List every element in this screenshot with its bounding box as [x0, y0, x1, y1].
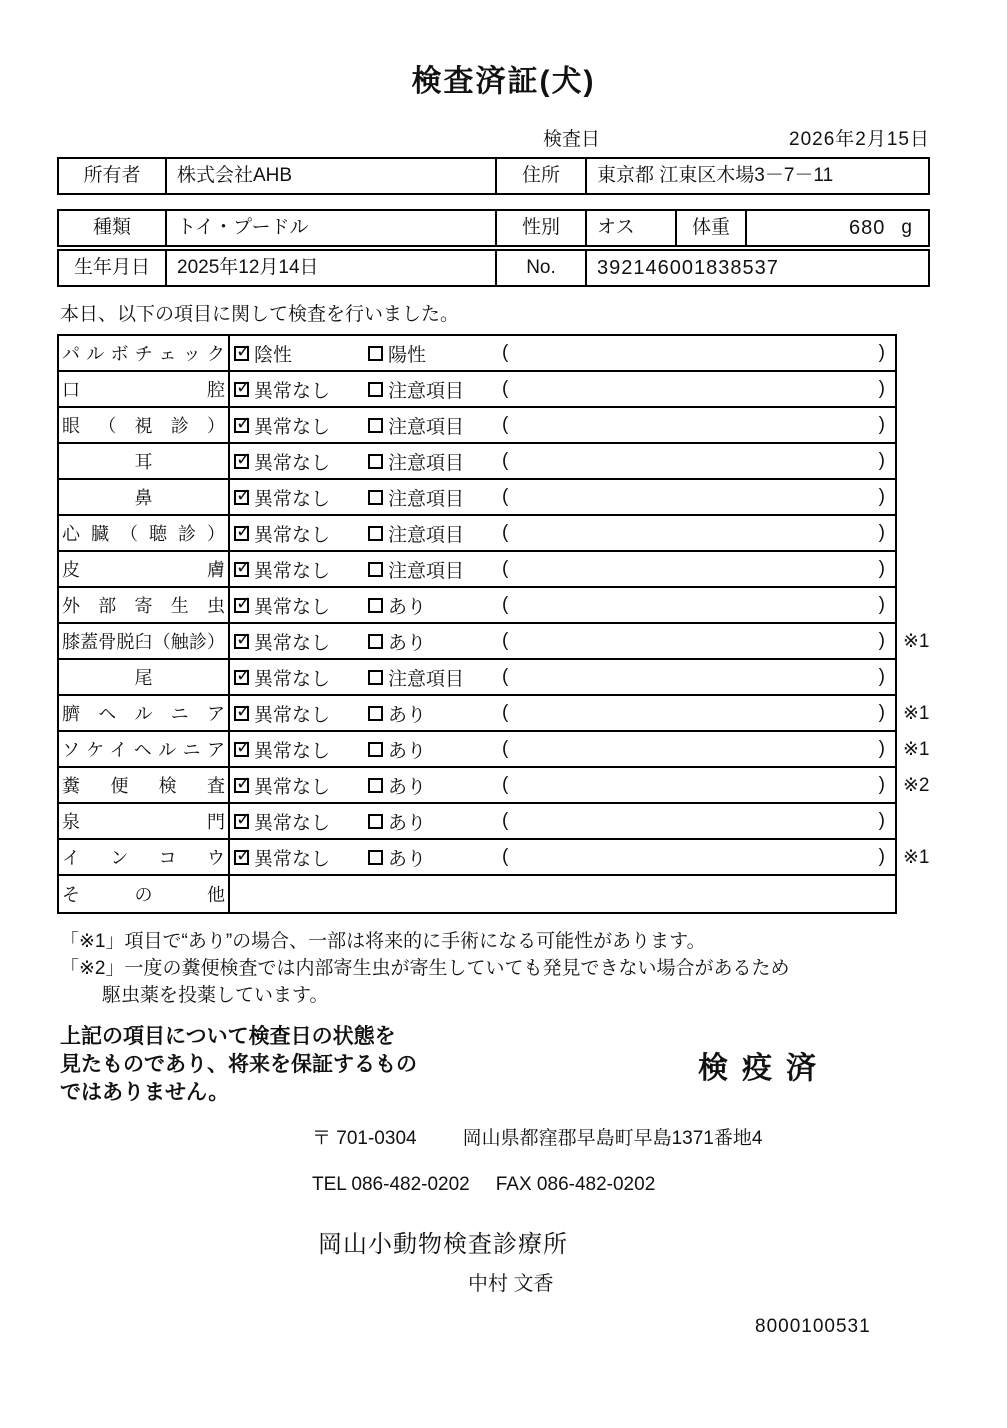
checked-checkbox-icon [234, 490, 249, 505]
result-option-unchecked [368, 376, 498, 403]
unchecked-checkbox-icon [368, 490, 383, 505]
owner-row [57, 157, 930, 195]
inspection-row [59, 876, 895, 912]
checked-option-label: 異常なし [254, 416, 331, 438]
remarks-paren-open: ( [502, 666, 509, 687]
weight-label: 体重 [677, 211, 747, 245]
remarks-paren-open: ( [502, 342, 509, 363]
checked-option-label: 異常なし [254, 380, 331, 402]
item-name: 皮膚 [62, 560, 225, 580]
item-name-cell [59, 444, 230, 478]
result-option-checked [234, 700, 364, 727]
inspection-row [59, 480, 895, 516]
checked-option-label: 異常なし [254, 848, 331, 870]
page-title: 検査済証(犬) [411, 65, 596, 98]
result-option-unchecked [368, 628, 498, 655]
inspection-row [59, 552, 895, 588]
inspection-row [59, 804, 895, 840]
remarks-paren-close: ) [878, 810, 885, 831]
unchecked-checkbox-icon [368, 742, 383, 757]
item-name: 鼻 [134, 488, 153, 508]
result-option-unchecked [368, 664, 498, 691]
inspection-row [59, 444, 895, 480]
inspection-row [59, 516, 895, 552]
checked-option-label: 異常なし [254, 452, 331, 474]
result-option-checked [234, 664, 364, 691]
remarks-paren-close: ) [878, 702, 885, 723]
unchecked-option-label: あり [388, 848, 427, 870]
inspection-row [59, 408, 895, 444]
checked-option-label: 異常なし [254, 524, 331, 546]
checked-checkbox-icon [234, 346, 249, 361]
result-option-checked [234, 736, 364, 763]
inspection-date-label: 検査日 [543, 129, 601, 150]
result-option-unchecked [368, 844, 498, 871]
unchecked-checkbox-icon [368, 814, 383, 829]
unchecked-option-label: あり [388, 704, 427, 726]
note-mark: ※1 [903, 703, 930, 724]
owner-label: 所有者 [59, 159, 167, 193]
item-name: 心臓（聴診） [62, 524, 225, 544]
checked-checkbox-icon [234, 382, 249, 397]
unchecked-option-label: 注意項目 [388, 380, 465, 402]
unchecked-checkbox-icon [368, 598, 383, 613]
remarks-paren-open: ( [502, 810, 509, 831]
item-name: 泉門 [62, 812, 225, 832]
unchecked-checkbox-icon [368, 562, 383, 577]
item-name-cell [59, 516, 230, 550]
remarks-paren-close: ) [878, 342, 885, 363]
remarks-paren-close: ) [878, 738, 885, 759]
unchecked-option-label: 注意項目 [388, 452, 465, 474]
item-name: 膝蓋骨脱臼（触診） [62, 632, 225, 652]
footnote-2: 「※2」一度の糞便検査では内部寄生虫が寄生していても発見できない場合があるため [60, 958, 790, 979]
remarks-paren-open: ( [502, 702, 509, 723]
inspection-row [59, 336, 895, 372]
remarks-paren-close: ) [878, 846, 885, 867]
remarks-paren-close: ) [878, 522, 885, 543]
owner-address-label: 住所 [497, 159, 587, 193]
checked-option-label: 異常なし [254, 488, 331, 510]
clinic-fax: FAX 086-482-0202 [495, 1174, 656, 1195]
item-name: インコウ [62, 848, 225, 868]
inspection-row [59, 696, 930, 732]
item-result-cell [230, 732, 895, 766]
item-name-cell [59, 804, 230, 838]
result-option-unchecked [368, 772, 498, 799]
unchecked-checkbox-icon [368, 454, 383, 469]
item-result-cell [230, 372, 895, 406]
serial-number: 8000100531 [755, 1316, 871, 1337]
unchecked-checkbox-icon [368, 418, 383, 433]
remarks-paren-open: ( [502, 486, 509, 507]
inspection-row [59, 588, 895, 624]
result-option-checked [234, 520, 364, 547]
item-name: 臍ヘルニア [62, 704, 225, 724]
clinic-tel: TEL 086-482-0202 [312, 1174, 470, 1195]
remarks-paren-open: ( [502, 630, 509, 651]
remarks-paren-open: ( [502, 846, 509, 867]
checked-option-label: 異常なし [254, 740, 331, 762]
result-option-unchecked [368, 340, 498, 367]
remarks-paren-open: ( [502, 522, 509, 543]
remarks-paren-close: ) [878, 414, 885, 435]
clinic-address: 岡山県都窪郡早島町早島1371番地4 [462, 1128, 763, 1149]
checked-option-label: 異常なし [254, 776, 331, 798]
remarks-paren-close: ) [878, 630, 885, 651]
checked-checkbox-icon [234, 634, 249, 649]
result-option-checked [234, 592, 364, 619]
checked-option-label: 異常なし [254, 668, 331, 690]
clinic-name: 岡山小動物検査診療所 [318, 1231, 568, 1258]
remarks-paren-close: ) [878, 666, 885, 687]
unchecked-option-label: あり [388, 632, 427, 654]
weight-unit: g [901, 217, 912, 238]
note-mark: ※1 [903, 847, 930, 868]
result-option-unchecked [368, 520, 498, 547]
unchecked-option-label: あり [388, 740, 427, 762]
item-name: 糞便検査 [62, 776, 225, 796]
item-result-cell [230, 660, 895, 694]
item-name: 口腔 [62, 380, 225, 400]
unchecked-option-label: 注意項目 [388, 560, 465, 582]
item-result-cell [230, 588, 895, 622]
item-name: 眼（視診） [62, 416, 225, 436]
quarantine-stamp: 検疫済 [698, 1052, 830, 1085]
clinic-postal-code: 〒 701-0304 [312, 1128, 417, 1149]
remarks-paren-open: ( [502, 774, 509, 795]
disclaimer-line-1: 上記の項目について検査日の状態を [60, 1025, 396, 1048]
result-option-checked [234, 808, 364, 835]
result-option-checked [234, 844, 364, 871]
result-option-unchecked [368, 592, 498, 619]
item-result-cell [230, 804, 895, 838]
result-option-checked [234, 376, 364, 403]
item-name-cell [59, 696, 230, 730]
unchecked-option-label: 注意項目 [388, 524, 465, 546]
item-name-cell [59, 372, 230, 406]
owner-name: 株式会社AHB [167, 159, 497, 193]
item-name: 尾 [134, 668, 153, 688]
checked-checkbox-icon [234, 418, 249, 433]
item-result-cell [230, 840, 895, 874]
item-name: その他 [62, 885, 225, 905]
note-mark: ※1 [903, 631, 930, 652]
remarks-paren-close: ) [878, 558, 885, 579]
checked-checkbox-icon [234, 562, 249, 577]
no-label: No. [497, 251, 587, 285]
remarks-paren-open: ( [502, 450, 509, 471]
result-option-checked [234, 340, 364, 367]
remarks-paren-close: ) [878, 774, 885, 795]
breed-label: 種類 [59, 211, 167, 245]
item-result-cell [230, 624, 895, 658]
result-option-checked [234, 556, 364, 583]
item-result-cell [230, 552, 895, 586]
item-name-cell [59, 840, 230, 874]
disclaimer-text [60, 1023, 417, 1107]
item-name-cell [59, 480, 230, 514]
unchecked-option-label: あり [388, 596, 427, 618]
breed-value: トイ・プードル [167, 211, 497, 245]
item-name-cell [59, 588, 230, 622]
result-option-checked [234, 628, 364, 655]
inspection-row [59, 372, 895, 408]
checked-checkbox-icon [234, 742, 249, 757]
checked-checkbox-icon [234, 850, 249, 865]
remarks-paren-close: ) [878, 486, 885, 507]
item-result-cell [230, 408, 895, 442]
unchecked-option-label: 注意項目 [388, 668, 465, 690]
disclaimer-row [60, 1023, 940, 1107]
item-name-cell [59, 336, 230, 370]
remarks-paren-open: ( [502, 378, 509, 399]
item-name: 耳 [134, 452, 153, 472]
result-option-unchecked [368, 808, 498, 835]
item-name-cell [59, 732, 230, 766]
checked-option-label: 異常なし [254, 704, 331, 726]
intro-text: 本日、以下の項目に関して検査を行いました。 [60, 304, 460, 325]
item-name-cell [59, 768, 230, 802]
item-name-cell [59, 660, 230, 694]
animal-row-1 [57, 209, 930, 247]
result-option-checked [234, 448, 364, 475]
clinic-phone-line [312, 1174, 1007, 1196]
unchecked-checkbox-icon [368, 382, 383, 397]
inspection-date-value: 2026年2月15日 [789, 129, 930, 150]
unchecked-checkbox-icon [368, 346, 383, 361]
unchecked-checkbox-icon [368, 526, 383, 541]
checked-option-label: 異常なし [254, 812, 331, 834]
remarks-paren-close: ) [878, 378, 885, 399]
footnotes [60, 928, 1007, 1009]
birthdate-label: 生年月日 [59, 251, 167, 285]
inspection-row [59, 768, 930, 804]
veterinarian-name: 中村 文香 [468, 1273, 554, 1295]
result-option-unchecked [368, 484, 498, 511]
item-name: パルボチェック [62, 344, 225, 364]
item-result-cell [230, 480, 895, 514]
footnote-2-continued: 駆虫薬を投薬しています。 [102, 985, 329, 1006]
item-name: 外部寄生虫 [62, 596, 225, 616]
unchecked-checkbox-icon [368, 634, 383, 649]
birthdate-value: 2025年12月14日 [167, 251, 497, 285]
result-option-unchecked [368, 412, 498, 439]
note-mark: ※2 [903, 775, 930, 796]
result-option-unchecked [368, 700, 498, 727]
remarks-paren-open: ( [502, 594, 509, 615]
item-name-cell [59, 624, 230, 658]
unchecked-option-label: あり [388, 812, 427, 834]
unchecked-checkbox-icon [368, 778, 383, 793]
weight-value: 680 [849, 217, 886, 239]
result-option-checked [234, 484, 364, 511]
unchecked-option-label: 注意項目 [388, 488, 465, 510]
weight-cell [747, 211, 928, 245]
disclaimer-line-2: 見たものであり、将来を保証するもの [60, 1053, 417, 1076]
sex-value: オス [587, 211, 677, 245]
item-name: ソケイヘルニア [62, 740, 225, 760]
inspection-row [59, 624, 930, 660]
result-option-checked [234, 772, 364, 799]
disclaimer-line-3: ではありません。 [60, 1081, 230, 1104]
owner-address: 東京都 江東区木場3－7－11 [597, 165, 834, 186]
remarks-paren-close: ) [878, 450, 885, 471]
inspection-date-row [57, 124, 930, 151]
unchecked-option-label: あり [388, 776, 427, 798]
remarks-paren-open: ( [502, 558, 509, 579]
result-option-unchecked [368, 448, 498, 475]
checked-checkbox-icon [234, 778, 249, 793]
result-option-unchecked [368, 736, 498, 763]
sex-label: 性別 [497, 211, 587, 245]
note-mark: ※1 [903, 739, 930, 760]
result-option-checked [234, 412, 364, 439]
remarks-paren-close: ) [878, 594, 885, 615]
clinic-address-line [312, 1123, 1007, 1150]
item-result-cell [230, 768, 895, 802]
unchecked-checkbox-icon [368, 670, 383, 685]
result-option-unchecked [368, 556, 498, 583]
checked-option-label: 異常なし [254, 596, 331, 618]
checked-checkbox-icon [234, 814, 249, 829]
unchecked-option-label: 陽性 [388, 344, 427, 366]
unchecked-option-label: 注意項目 [388, 416, 465, 438]
item-name-cell [59, 552, 230, 586]
remarks-paren-open: ( [502, 414, 509, 435]
checked-checkbox-icon [234, 670, 249, 685]
checked-option-label: 異常なし [254, 632, 331, 654]
item-result-cell [230, 444, 895, 478]
item-result-cell [230, 696, 895, 730]
checked-option-label: 異常なし [254, 560, 331, 582]
item-result-cell [230, 516, 895, 550]
checked-checkbox-icon [234, 526, 249, 541]
checked-option-label: 陰性 [254, 344, 293, 366]
item-result-cell [230, 336, 895, 370]
remarks-paren-open: ( [502, 738, 509, 759]
checked-checkbox-icon [234, 598, 249, 613]
inspection-table [57, 334, 930, 914]
unchecked-checkbox-icon [368, 850, 383, 865]
checked-checkbox-icon [234, 454, 249, 469]
unchecked-checkbox-icon [368, 706, 383, 721]
item-name-cell [59, 408, 230, 442]
item-name-cell [59, 876, 230, 912]
checked-checkbox-icon [234, 706, 249, 721]
inspection-row [59, 732, 930, 768]
inspection-row [59, 660, 895, 696]
animal-row-2 [57, 249, 930, 287]
inspection-row [59, 840, 930, 876]
footnote-1: 「※1」項目で“あり”の場合、一部は将来的に手術になる可能性があります。 [60, 931, 706, 952]
no-value: 392146001838537 [597, 257, 779, 279]
